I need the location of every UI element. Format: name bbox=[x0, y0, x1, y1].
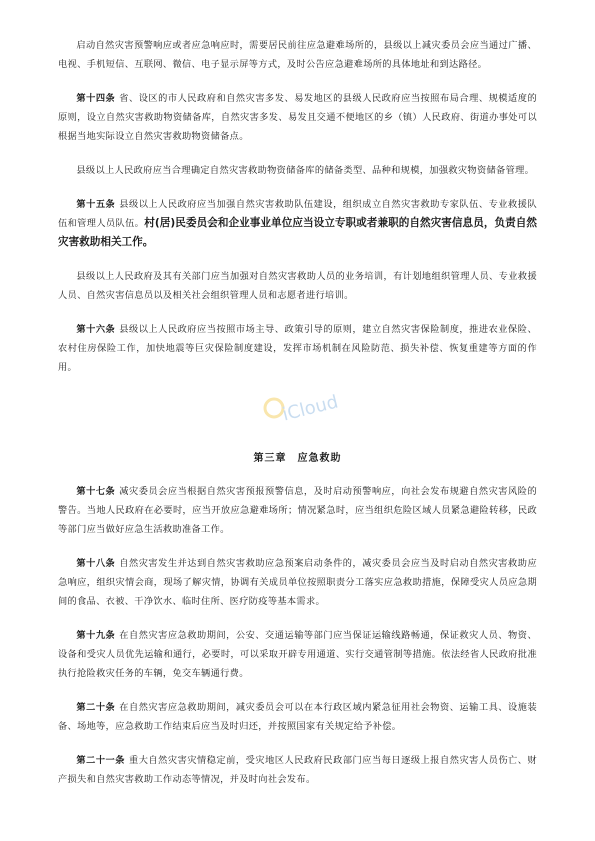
paragraph-text: 自然灾害发生并达到自然灾害救助应急预案启动条件的，减灾委员会应当及时启动自然灾害救助应急响应，组织灾情会商，现场了解灾情，协调有关成员单位按照职责分工落实应急救助措施，保障受灾人员应急期间的食品、衣被、干净饮水、临时住所、医疗防疫等基本需求。 bbox=[58, 558, 537, 607]
paragraph-text: 在自然灾害应急救助期间，公安、交通运输等部门应当保证运输线路畅通，保证救灾人员、物资、设备和受灾人员优先运输和通行，必要时，可以采取开辟专用通道、实行交通管制等措施。依法经省人民政府批准执行抢险救灾任务的车辆，免交车辆通行费。 bbox=[58, 630, 537, 679]
article-number: 第十六条 bbox=[76, 324, 116, 335]
paragraph-article-19 bbox=[58, 626, 537, 683]
paragraph-article-21 bbox=[58, 751, 537, 789]
paragraph-article-17 bbox=[58, 482, 537, 539]
paragraph-article-15 bbox=[58, 195, 537, 252]
paragraph-text: 在自然灾害应急救助期间，减灾委员会可以在本行政区域内紧急征用社会物资、运输工具、设施装备、场地等，应急救助工作结束后应当及时归还，并按照国家有关规定给予补偿。 bbox=[58, 702, 537, 732]
paragraph-text: 省、设区的市人民政府和自然灾害多发、易发地区的县级人民政府应当按照布局合理、规模适度的原则，设立自然灾害救助物资储备库，自然灾害多发、易发且交通不便地区的乡（镇）人民政府、街道办事处可以根据当地实际设立自然灾害救助物资储备点。 bbox=[58, 93, 537, 142]
paragraph-article-20 bbox=[58, 698, 537, 736]
paragraph-text: 县级以上人民政府及其有关部门应当加强对自然灾害救助人员的业务培训，有计划地组织管理人员、专业救援人员、自然灾害信息员以及相关社会组织管理人员和志愿者进行培训。 bbox=[58, 271, 537, 301]
paragraph-text: 县级以上人民政府应当加强自然灾害救助队伍建设，组织成立自然灾害救助专家队伍、专业救援队伍和管理人员队伍。 bbox=[58, 199, 537, 229]
paragraph-text: 启动自然灾害预警响应或者应急响应时，需要居民前往应急避难场所的，县级以上减灾委员会应当通过广播、电视、手机短信、互联网、微信、电子显示屏等方式，及时公告应急避难场所的具体地址和到达路径。 bbox=[58, 40, 537, 70]
article-number: 第二十一条 bbox=[76, 755, 125, 766]
paragraph-text: 重大自然灾害灾情稳定前，受灾地区人民政府民政部门应当每日逐级上报自然灾害人员伤亡、财产损失和自然灾害救助工作动态等情况，并及时向社会发布。 bbox=[58, 755, 538, 785]
article-number: 第十四条 bbox=[76, 93, 116, 104]
article-number: 第十五条 bbox=[76, 199, 116, 210]
paragraph-training bbox=[58, 267, 537, 305]
paragraph-text: 县级以上人民政府应当按照市场主导、政策引导的原则，建立自然灾害保险制度，推进农业保险、农村住房保险工作，加快地震等巨灾保险制度建设，发挥市场机制在风险防范、损失补偿、恢复重建等方面的作用。 bbox=[58, 324, 537, 373]
paragraph-text: 减灾委员会应当根据自然灾害预报预警信息，及时启动预警响应，向社会发布规避自然灾害风险的警告。当地人民政府在必要时，应当开放应急避难场所；情况紧急时，应当组织危险区域人员紧急避险转移，民政等部门应当做好应急生活救助准备工作。 bbox=[58, 486, 537, 535]
paragraph-article-16 bbox=[58, 320, 537, 377]
article-number: 第二十条 bbox=[76, 702, 116, 713]
watermark-text: iCloud bbox=[280, 391, 341, 426]
paragraph-bold-text: 村(居)民委员会和企业事业单位应当设立专职或者兼职的自然灾害信息员，负责自然灾害救助相关工作。 bbox=[58, 217, 537, 248]
paragraph-article-14 bbox=[58, 89, 537, 146]
article-number: 第十七条 bbox=[76, 486, 116, 497]
cloud-watermark-logo bbox=[262, 384, 358, 428]
paragraph-reserve-management bbox=[58, 161, 537, 180]
article-number: 第十八条 bbox=[76, 558, 116, 569]
chapter-title: 第三章 应急救助 bbox=[253, 453, 342, 464]
paragraph-text: 县级以上人民政府应当合理确定自然灾害救助物资储备库的储备类型、品种和规模，加强救灾物资储备管理。 bbox=[76, 165, 535, 176]
paragraph-emergency-shelter bbox=[58, 36, 537, 74]
article-number: 第十九条 bbox=[76, 630, 116, 641]
paragraph-article-18 bbox=[58, 554, 537, 611]
